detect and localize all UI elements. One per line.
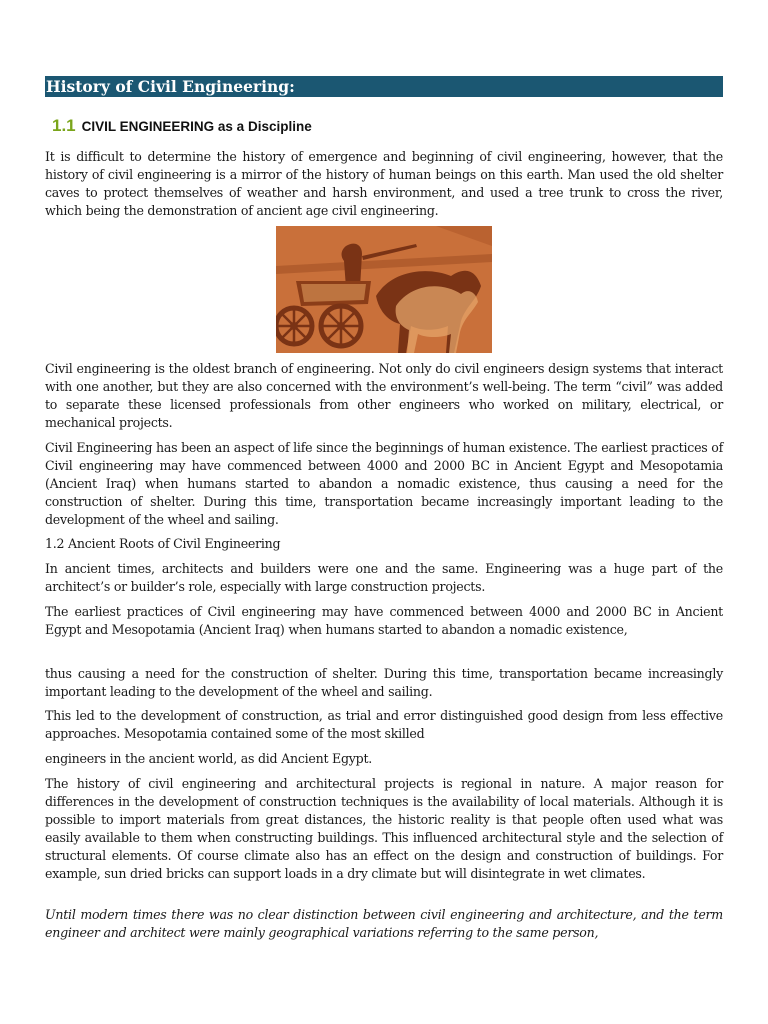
paragraph-skilled-engineers: engineers in the ancient world, as did Ancient Egypt. (45, 751, 373, 766)
chariot-relief-image (276, 226, 492, 353)
paragraph-intro: It is difficult to determine the history of emergence and beginning of civil engineering, however, that the history of civil engineering is a mirror of the history of human beings on this earth. Man used the old shelter caves to protect themselves of weather and harsh environment, and used a tree trunk to cross the river, which being the demonstration of ancient age civil engineering. (45, 149, 723, 218)
paragraph-earliest-practices: The earliest practices of Civil engineering may have commenced between 4000 and 2000 BC in Ancient Egypt and Mesopotamia (Ancient Iraq) when humans started to abandon a nomadic existence, (45, 604, 723, 637)
paragraph-construction: This led to the development of construction, as trial and error distinguished good design from less effective approaches. Mesopotamia contained some of the most skilled (45, 708, 723, 741)
paragraph-modern-times: Until modern times there was no clear distinction between civil engineering and architecture, and the term engineer and architect were mainly geographical variations referring to the same person, (45, 907, 723, 940)
paragraph-oldest-branch: Civil engineering is the oldest branch of engineering. Not only do civil engineers design systems that interact with one another, but they are also concerned with the environment’s well-being. The term “civil” was added to separate these licensed professionals from other engineers who worked on military, electrical, or mechanical projects. (45, 361, 723, 430)
section-heading (52, 116, 312, 136)
section-number: 1.1 (52, 116, 76, 135)
paragraph-ancient-times: In ancient times, architects and builders were one and the same. Engineering was a huge part of the architect’s or builder’s role, especially with large construction projects. (45, 561, 723, 594)
paragraph-shelter: thus causing a need for the construction of shelter. During this time, transportation became increasingly important leading to the development of the wheel and sailing. (45, 666, 723, 699)
paragraph-regional: The history of civil engineering and architectural projects is regional in nature. A major reason for differences in the development of construction techniques is the availability of local materials. Although it is possible to import materials from great distances, the historic reality is that people often used what was easily available to them when constructing buildings. This influenced architectural style and the selection of structural elements. Of course climate also has an effect on the design and construction of buildings. For example, sun dried bricks can support loads in a dry climate but will disintegrate in wet climates. (45, 776, 723, 881)
section-title: CIVIL ENGINEERING as a Discipline (81, 119, 312, 134)
subheading-ancient-roots: 1.2 Ancient Roots of Civil Engineering (45, 536, 281, 551)
paragraph-beginnings: Civil Engineering has been an aspect of life since the beginnings of human existence. The earliest practices of Civil engineering may have commenced between 4000 and 2000 BC in Ancient Egypt and Mesopotamia (Ancient Iraq) when humans started to abandon a nomadic existence, thus causing a need for the construction of shelter. During this time, transportation became increasingly important leading to the development of the wheel and sailing. (45, 440, 723, 527)
page-title: History of Civil Engineering: (45, 76, 723, 97)
